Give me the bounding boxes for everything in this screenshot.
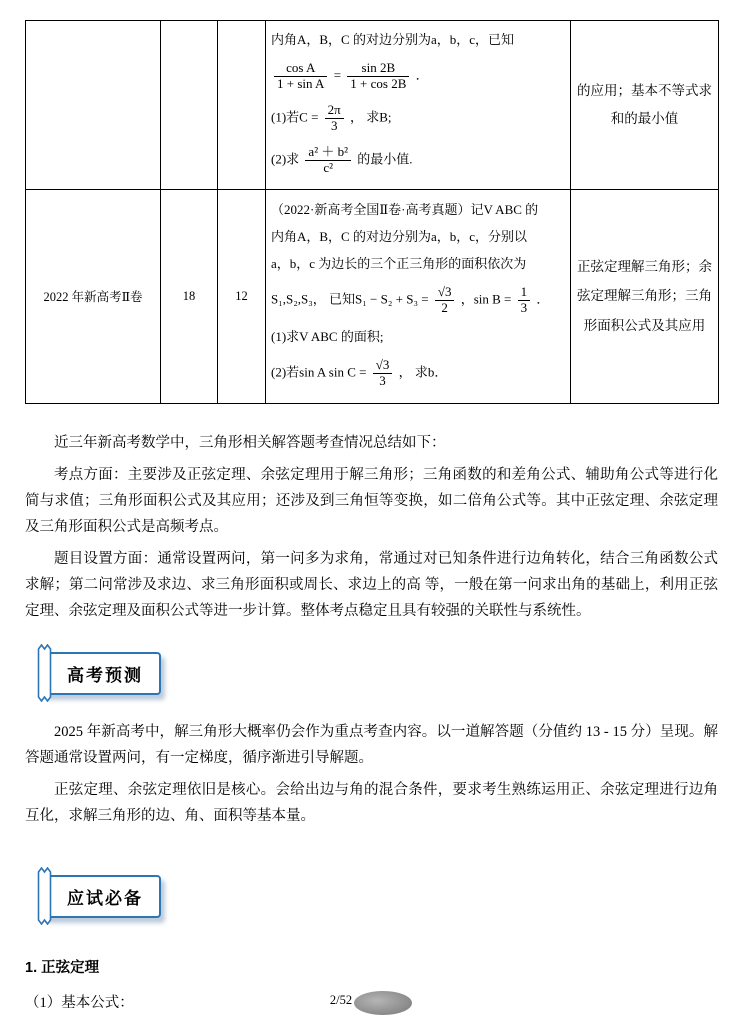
section-badge-prediction: [43, 652, 161, 695]
equals-sign: =: [333, 67, 342, 83]
badge-label: 高考预测: [67, 665, 143, 685]
fraction: $\frac{\text{a² ＋ b²}}{\text{c²}}$: [305, 145, 351, 176]
problem-equation: [271, 61, 565, 92]
topic-note-cell: 的应用；基本不等式求和的最小值: [571, 21, 719, 190]
topic-note-cell: 正弦定理解三角形；余弦定理解三角形；三角形面积公式及其应用: [571, 189, 719, 403]
exam-points-paragraph: 考点方面：主要涉及正弦定理、余弦定理用于解三角形；三角函数的和差角公式、辅助角公式等进行化简与求值；三角形面积公式及其应用；还涉及到三角恒等变换，如二倍角公式等。其中正弦定理、余弦定理及三角形面积公式是高频考点。: [25, 466, 718, 535]
problem-question-1: (1)求V ABC 的面积;: [271, 328, 384, 344]
smudge-ellipse: [354, 991, 412, 1015]
number-cell: 12: [218, 189, 266, 403]
prediction-paragraph-2: 正弦定理、余弦定理依旧是核心。会给出边与角的混合条件，要求考生熟练运用正、余弦定理进行边角互化，求解三角形的边、角、面积等基本量。: [25, 781, 718, 824]
fraction: $\frac{1}{3}$: [518, 285, 531, 316]
fraction: $\frac{2\pi}{3}$: [325, 103, 344, 134]
problem-equation: S₁,S₂,S₃， 已知S₁ − S₂ + S₃ = $\frac{√3}{2}$ ，sin B = $\frac{1}{3}$ ．: [271, 284, 550, 315]
summary-intro-paragraph: 近三年新高考数学中，三角形相关解答题考查情况总结如下：: [54, 434, 446, 451]
section-heading-sine-rule: 1. 正弦定理: [25, 959, 100, 976]
problem-line: （2022·新高考全国Ⅱ卷·高考真题）记V ABC 的: [271, 201, 539, 217]
table-row: [26, 21, 719, 190]
page-number: 2/52: [329, 993, 353, 1007]
question-structure-paragraph: 题目设置方面：通常设置两问，第一问多为求角，常通过对已知条件进行边角转化，结合三角函数公式求解；第二问常涉及求边、求三角形面积或周长、求边上的高 等，一般在第一问求出角的基础上，利用正弦定理、余弦定理及面积公式等进一步计算。整体考点稳定且具有较强的关联性与系统性。: [25, 550, 718, 619]
fraction: $\frac{√3}{3}$: [373, 358, 393, 389]
exam-summary-table: [25, 20, 719, 404]
problem-question-2: (2)若sin A sin C = $\frac{√3}{3}$ ， 求b．: [271, 357, 448, 388]
problem-question-1: (1)若C = $\frac{2\pi}{3}$ ， 求B;: [271, 102, 392, 133]
problem-line: 内角A，B，C 的对边分别为a，b，c，已知: [271, 32, 515, 47]
ribbon-icon: [37, 644, 52, 702]
table-row: [26, 189, 719, 403]
exam-name-cell: 2022 年新高考Ⅱ卷: [26, 189, 161, 403]
ribbon-icon: [37, 867, 52, 925]
badge-label: 应试必备: [67, 888, 143, 908]
problem-question-2: (2)求 $\frac{\text{a² ＋ b²}}{\text{c²}}$ 的最小值.: [271, 143, 413, 175]
section-badge-essentials: [43, 875, 161, 918]
page-footer: [0, 991, 742, 1015]
number-cell: [161, 21, 218, 190]
prediction-paragraph-1: 2025 年新高考中，解三角形大概率仍会作为重点考查内容。以一道解答题（分值约 13 - 15 分）呈现。解答题通常设置两问，有一定梯度，循序渐进引导解题。: [25, 723, 718, 766]
subsection-basic-formula: （1）基本公式：: [25, 994, 134, 1011]
fraction: $\frac{\sin 2B}{1 + \cos 2B}$: [347, 61, 409, 92]
fraction: $\frac{\text{cos A}}{\text{1 + sin A}}$: [274, 61, 327, 92]
problem-cell: [266, 21, 571, 190]
exam-name-cell: [26, 21, 161, 190]
problem-cell: [266, 189, 571, 403]
fraction: $\frac{√3}{2}$: [435, 285, 455, 316]
period: ．: [415, 67, 429, 83]
number-cell: [218, 21, 266, 190]
problem-line: 内角A，B，C 的对边分别为a，b，c，分别以: [271, 228, 528, 244]
number-cell: 18: [161, 189, 218, 403]
problem-line: a，b，c 为边长的三个正三角形的面积依次为: [271, 255, 527, 271]
